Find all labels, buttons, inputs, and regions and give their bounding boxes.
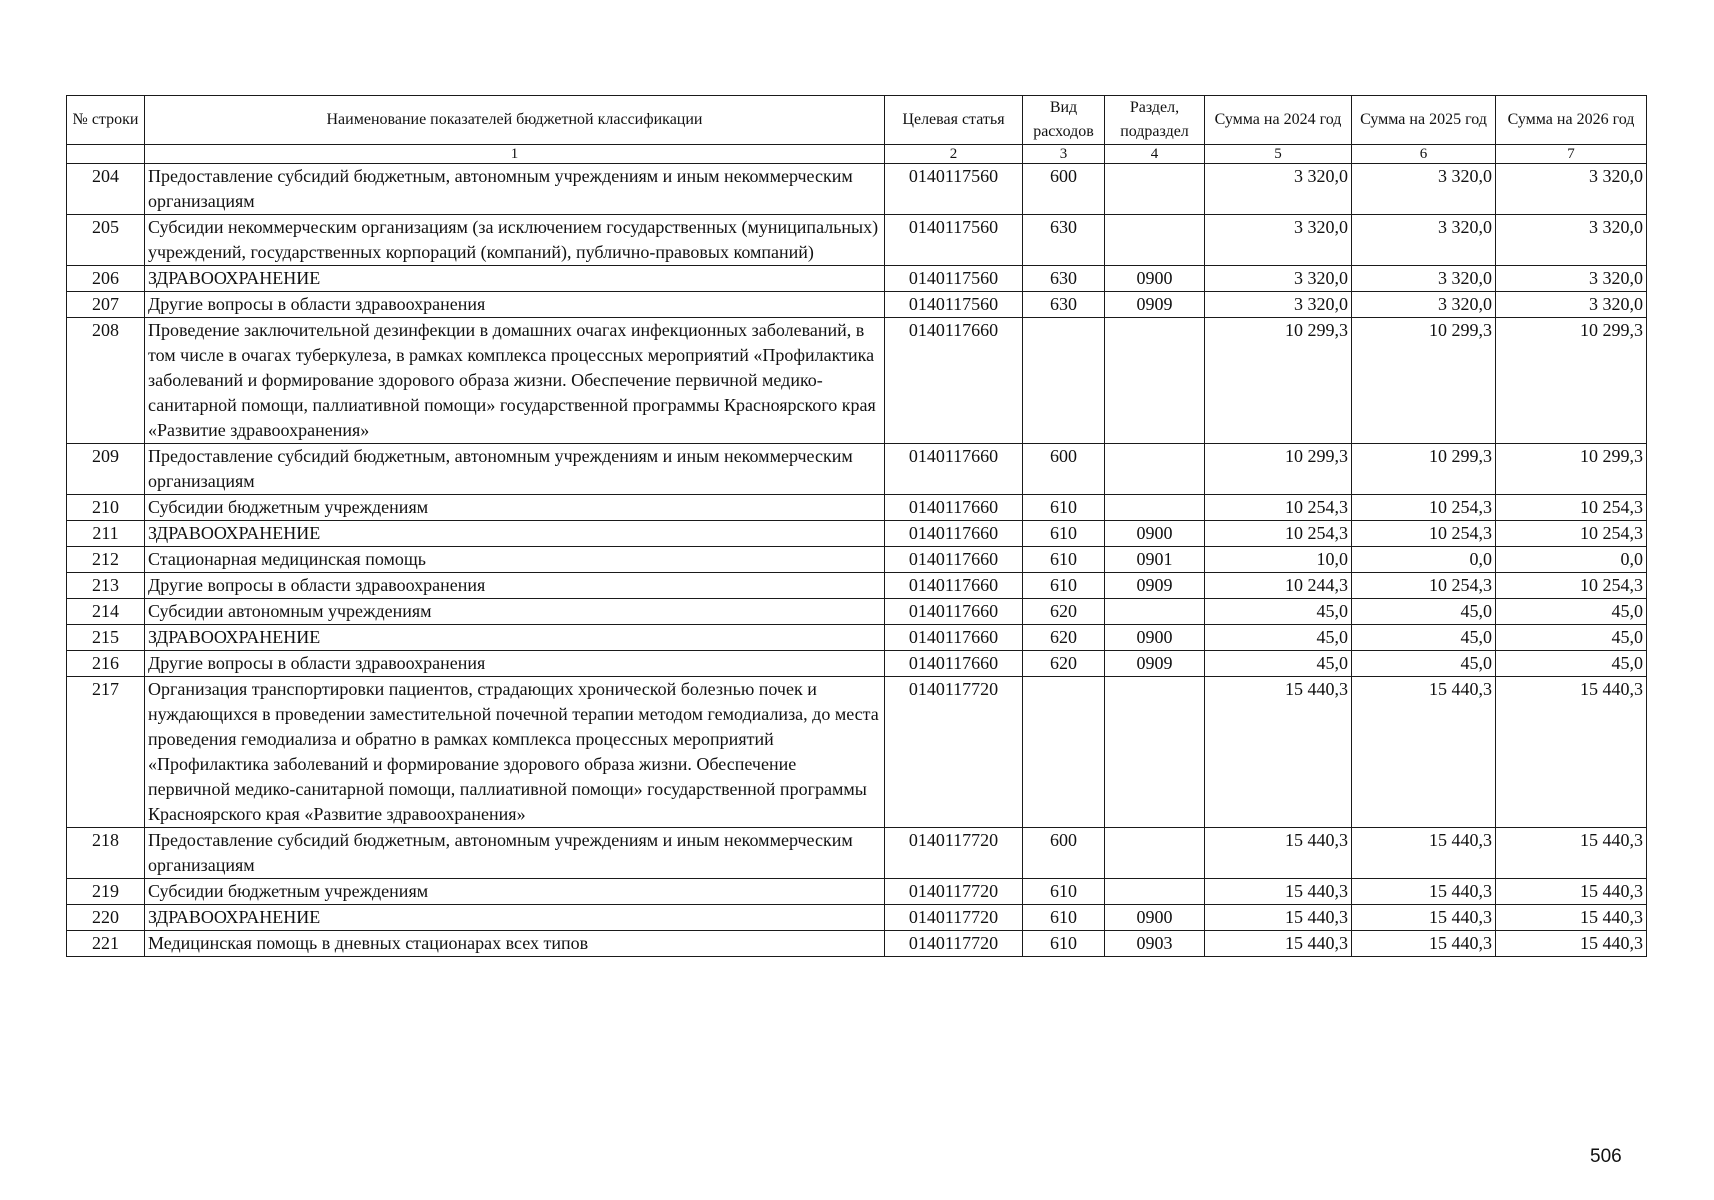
table-row xyxy=(67,266,1647,292)
sum-2024-cell: 3 320,0 xyxy=(1205,266,1352,292)
sum-2025-cell: 45,0 xyxy=(1352,651,1496,677)
target-article-cell: 0140117660 xyxy=(885,651,1023,677)
page-number: 506 xyxy=(1590,1146,1622,1167)
row-number-cell: 220 xyxy=(67,905,145,931)
row-number-cell: 221 xyxy=(67,931,145,957)
expense-type-cell: 630 xyxy=(1023,215,1105,266)
column-number: 2 xyxy=(885,145,1023,164)
row-number-cell: 212 xyxy=(67,547,145,573)
sum-2025-cell: 15 440,3 xyxy=(1352,931,1496,957)
target-article-cell: 0140117720 xyxy=(885,677,1023,828)
table-row xyxy=(67,573,1647,599)
expense-type-cell: 610 xyxy=(1023,495,1105,521)
sum-2025-cell: 0,0 xyxy=(1352,547,1496,573)
target-article-cell: 0140117660 xyxy=(885,625,1023,651)
expense-type-cell: 630 xyxy=(1023,292,1105,318)
indicator-name-cell: Другие вопросы в области здравоохранения xyxy=(145,573,885,599)
target-article-cell: 0140117560 xyxy=(885,215,1023,266)
sum-2024-cell: 10 244,3 xyxy=(1205,573,1352,599)
column-number-row xyxy=(67,145,1647,164)
table-row xyxy=(67,828,1647,879)
target-article-cell: 0140117660 xyxy=(885,495,1023,521)
target-article-cell: 0140117560 xyxy=(885,266,1023,292)
sum-2024-cell: 15 440,3 xyxy=(1205,905,1352,931)
indicator-name-cell: Медицинская помощь в дневных стационарах всех типов xyxy=(145,931,885,957)
section-cell xyxy=(1105,164,1205,215)
expense-type-cell: 610 xyxy=(1023,547,1105,573)
table-row xyxy=(67,879,1647,905)
expense-type-cell: 620 xyxy=(1023,625,1105,651)
sum-2025-cell: 3 320,0 xyxy=(1352,292,1496,318)
sum-2026-cell: 10 254,3 xyxy=(1496,573,1647,599)
sum-2024-cell: 3 320,0 xyxy=(1205,292,1352,318)
section-cell: 0900 xyxy=(1105,521,1205,547)
sum-2024-cell: 15 440,3 xyxy=(1205,677,1352,828)
table-row xyxy=(67,318,1647,444)
sum-2025-cell: 45,0 xyxy=(1352,625,1496,651)
sum-2024-cell: 45,0 xyxy=(1205,651,1352,677)
column-number: 6 xyxy=(1352,145,1496,164)
target-article-cell: 0140117660 xyxy=(885,573,1023,599)
column-number: 5 xyxy=(1205,145,1352,164)
header-sum-2024: Сумма на 2024 год xyxy=(1205,96,1352,145)
indicator-name-cell: Стационарная медицинская помощь xyxy=(145,547,885,573)
row-number-cell: 209 xyxy=(67,444,145,495)
sum-2024-cell: 10 254,3 xyxy=(1205,521,1352,547)
target-article-cell: 0140117660 xyxy=(885,318,1023,444)
indicator-name-cell: ЗДРАВООХРАНЕНИЕ xyxy=(145,905,885,931)
sum-2025-cell: 15 440,3 xyxy=(1352,879,1496,905)
sum-2026-cell: 10 254,3 xyxy=(1496,521,1647,547)
target-article-cell: 0140117660 xyxy=(885,521,1023,547)
expense-type-cell: 610 xyxy=(1023,521,1105,547)
sum-2026-cell: 15 440,3 xyxy=(1496,905,1647,931)
target-article-cell: 0140117660 xyxy=(885,547,1023,573)
sum-2026-cell: 45,0 xyxy=(1496,651,1647,677)
sum-2026-cell: 15 440,3 xyxy=(1496,879,1647,905)
row-number-cell: 204 xyxy=(67,164,145,215)
sum-2025-cell: 3 320,0 xyxy=(1352,164,1496,215)
sum-2024-cell: 10,0 xyxy=(1205,547,1352,573)
section-cell xyxy=(1105,495,1205,521)
indicator-name-cell: Субсидии автономным учреждениям xyxy=(145,599,885,625)
header-section-subsection: Раздел, подраздел xyxy=(1105,96,1205,145)
target-article-cell: 0140117720 xyxy=(885,879,1023,905)
section-cell: 0909 xyxy=(1105,292,1205,318)
table-row xyxy=(67,905,1647,931)
sum-2025-cell: 10 299,3 xyxy=(1352,444,1496,495)
section-cell: 0900 xyxy=(1105,266,1205,292)
sum-2026-cell: 45,0 xyxy=(1496,599,1647,625)
target-article-cell: 0140117560 xyxy=(885,292,1023,318)
table-row xyxy=(67,547,1647,573)
indicator-name-cell: Субсидии бюджетным учреждениям xyxy=(145,879,885,905)
indicator-name-cell: ЗДРАВООХРАНЕНИЕ xyxy=(145,521,885,547)
sum-2025-cell: 10 299,3 xyxy=(1352,318,1496,444)
section-cell xyxy=(1105,444,1205,495)
section-cell: 0909 xyxy=(1105,573,1205,599)
indicator-name-cell: ЗДРАВООХРАНЕНИЕ xyxy=(145,266,885,292)
sum-2024-cell: 3 320,0 xyxy=(1205,164,1352,215)
expense-type-cell: 600 xyxy=(1023,444,1105,495)
section-cell xyxy=(1105,677,1205,828)
indicator-name-cell: Предоставление субсидий бюджетным, автономным учреждениям и иным некоммерческим организациям xyxy=(145,164,885,215)
budget-classification-table xyxy=(66,95,1647,957)
sum-2026-cell: 3 320,0 xyxy=(1496,266,1647,292)
row-number-cell: 214 xyxy=(67,599,145,625)
section-cell: 0903 xyxy=(1105,931,1205,957)
row-number-cell: 208 xyxy=(67,318,145,444)
sum-2025-cell: 15 440,3 xyxy=(1352,905,1496,931)
section-cell xyxy=(1105,215,1205,266)
section-cell: 0909 xyxy=(1105,651,1205,677)
header-sum-2026: Сумма на 2026 год xyxy=(1496,96,1647,145)
section-cell: 0900 xyxy=(1105,905,1205,931)
target-article-cell: 0140117720 xyxy=(885,931,1023,957)
column-number: 4 xyxy=(1105,145,1205,164)
row-number-cell: 207 xyxy=(67,292,145,318)
row-number-cell: 218 xyxy=(67,828,145,879)
sum-2026-cell: 15 440,3 xyxy=(1496,828,1647,879)
sum-2025-cell: 3 320,0 xyxy=(1352,266,1496,292)
sum-2026-cell: 10 299,3 xyxy=(1496,444,1647,495)
header-target-article: Целевая статья xyxy=(885,96,1023,145)
sum-2024-cell: 15 440,3 xyxy=(1205,828,1352,879)
indicator-name-cell: Субсидии бюджетным учреждениям xyxy=(145,495,885,521)
section-cell: 0900 xyxy=(1105,625,1205,651)
row-number-cell: 210 xyxy=(67,495,145,521)
row-number-cell: 217 xyxy=(67,677,145,828)
table-body xyxy=(67,164,1647,957)
table-row xyxy=(67,495,1647,521)
column-number: 1 xyxy=(145,145,885,164)
sum-2024-cell: 15 440,3 xyxy=(1205,879,1352,905)
header-expense-type: Вид расходов xyxy=(1023,96,1105,145)
table-row xyxy=(67,292,1647,318)
target-article-cell: 0140117720 xyxy=(885,905,1023,931)
expense-type-cell: 610 xyxy=(1023,879,1105,905)
expense-type-cell: 620 xyxy=(1023,599,1105,625)
row-number-cell: 205 xyxy=(67,215,145,266)
indicator-name-cell: Другие вопросы в области здравоохранения xyxy=(145,651,885,677)
section-cell xyxy=(1105,879,1205,905)
sum-2026-cell: 3 320,0 xyxy=(1496,215,1647,266)
sum-2025-cell: 3 320,0 xyxy=(1352,215,1496,266)
row-number-cell: 213 xyxy=(67,573,145,599)
sum-2026-cell: 15 440,3 xyxy=(1496,931,1647,957)
target-article-cell: 0140117660 xyxy=(885,599,1023,625)
sum-2025-cell: 10 254,3 xyxy=(1352,495,1496,521)
column-number: 3 xyxy=(1023,145,1105,164)
row-number-cell: 219 xyxy=(67,879,145,905)
table-row xyxy=(67,651,1647,677)
header-row-number: № строки xyxy=(67,96,145,145)
target-article-cell: 0140117660 xyxy=(885,444,1023,495)
sum-2024-cell: 15 440,3 xyxy=(1205,931,1352,957)
row-number-cell: 216 xyxy=(67,651,145,677)
section-cell: 0901 xyxy=(1105,547,1205,573)
expense-type-cell: 610 xyxy=(1023,931,1105,957)
section-cell xyxy=(1105,828,1205,879)
sum-2026-cell: 3 320,0 xyxy=(1496,292,1647,318)
expense-type-cell: 630 xyxy=(1023,266,1105,292)
sum-2026-cell: 15 440,3 xyxy=(1496,677,1647,828)
sum-2024-cell: 45,0 xyxy=(1205,599,1352,625)
indicator-name-cell: Предоставление субсидий бюджетным, автономным учреждениям и иным некоммерческим организациям xyxy=(145,828,885,879)
expense-type-cell xyxy=(1023,318,1105,444)
section-cell xyxy=(1105,318,1205,444)
sum-2026-cell: 10 254,3 xyxy=(1496,495,1647,521)
expense-type-cell: 610 xyxy=(1023,573,1105,599)
sum-2026-cell: 10 299,3 xyxy=(1496,318,1647,444)
column-number-blank xyxy=(67,145,145,164)
table-row xyxy=(67,215,1647,266)
header-indicator-name: Наименование показателей бюджетной классификации xyxy=(145,96,885,145)
column-number: 7 xyxy=(1496,145,1647,164)
indicator-name-cell: Организация транспортировки пациентов, страдающих хронической болезнью почек и нуждающихся в проведении заместительной почечной терапии методом гемодиализа, до места проведения гемодиализа и обратно в рамках комплекса процессных мероприятий «Профилактика заболеваний и формирование здорового образа жизни. Обеспечение первичной медико-санитарной помощи, паллиативной помощи» государственной программы Красноярского края «Развитие здравоохранения» xyxy=(145,677,885,828)
row-number-cell: 206 xyxy=(67,266,145,292)
table-row xyxy=(67,625,1647,651)
indicator-name-cell: Субсидии некоммерческим организациям (за исключением государственных (муниципальных) учреждений, государственных корпораций (компаний), публично-правовых компаний) xyxy=(145,215,885,266)
table-row xyxy=(67,164,1647,215)
sum-2025-cell: 10 254,3 xyxy=(1352,573,1496,599)
table-row xyxy=(67,599,1647,625)
table-row xyxy=(67,444,1647,495)
table-row xyxy=(67,931,1647,957)
sum-2024-cell: 10 299,3 xyxy=(1205,318,1352,444)
row-number-cell: 215 xyxy=(67,625,145,651)
sum-2024-cell: 10 254,3 xyxy=(1205,495,1352,521)
header-sum-2025: Сумма на 2025 год xyxy=(1352,96,1496,145)
expense-type-cell xyxy=(1023,677,1105,828)
expense-type-cell: 600 xyxy=(1023,164,1105,215)
target-article-cell: 0140117720 xyxy=(885,828,1023,879)
sum-2025-cell: 10 254,3 xyxy=(1352,521,1496,547)
indicator-name-cell: ЗДРАВООХРАНЕНИЕ xyxy=(145,625,885,651)
row-number-cell: 211 xyxy=(67,521,145,547)
sum-2026-cell: 3 320,0 xyxy=(1496,164,1647,215)
sum-2025-cell: 15 440,3 xyxy=(1352,677,1496,828)
sum-2024-cell: 3 320,0 xyxy=(1205,215,1352,266)
expense-type-cell: 620 xyxy=(1023,651,1105,677)
sum-2024-cell: 45,0 xyxy=(1205,625,1352,651)
expense-type-cell: 600 xyxy=(1023,828,1105,879)
table-row xyxy=(67,521,1647,547)
indicator-name-cell: Проведение заключительной дезинфекции в домашних очагах инфекционных заболеваний, в том числе в очагах туберкулеза, в рамках комплекса процессных мероприятий «Профилактика заболеваний и формирование здорового образа жизни. Обеспечение первичной медико-санитарной помощи, паллиативной помощи» государственной программы Красноярского края «Развитие здравоохранения» xyxy=(145,318,885,444)
sum-2024-cell: 10 299,3 xyxy=(1205,444,1352,495)
indicator-name-cell: Предоставление субсидий бюджетным, автономным учреждениям и иным некоммерческим организациям xyxy=(145,444,885,495)
sum-2026-cell: 0,0 xyxy=(1496,547,1647,573)
header-row xyxy=(67,96,1647,145)
sum-2026-cell: 45,0 xyxy=(1496,625,1647,651)
expense-type-cell: 610 xyxy=(1023,905,1105,931)
indicator-name-cell: Другие вопросы в области здравоохранения xyxy=(145,292,885,318)
target-article-cell: 0140117560 xyxy=(885,164,1023,215)
table-row xyxy=(67,677,1647,828)
sum-2025-cell: 45,0 xyxy=(1352,599,1496,625)
sum-2025-cell: 15 440,3 xyxy=(1352,828,1496,879)
section-cell xyxy=(1105,599,1205,625)
